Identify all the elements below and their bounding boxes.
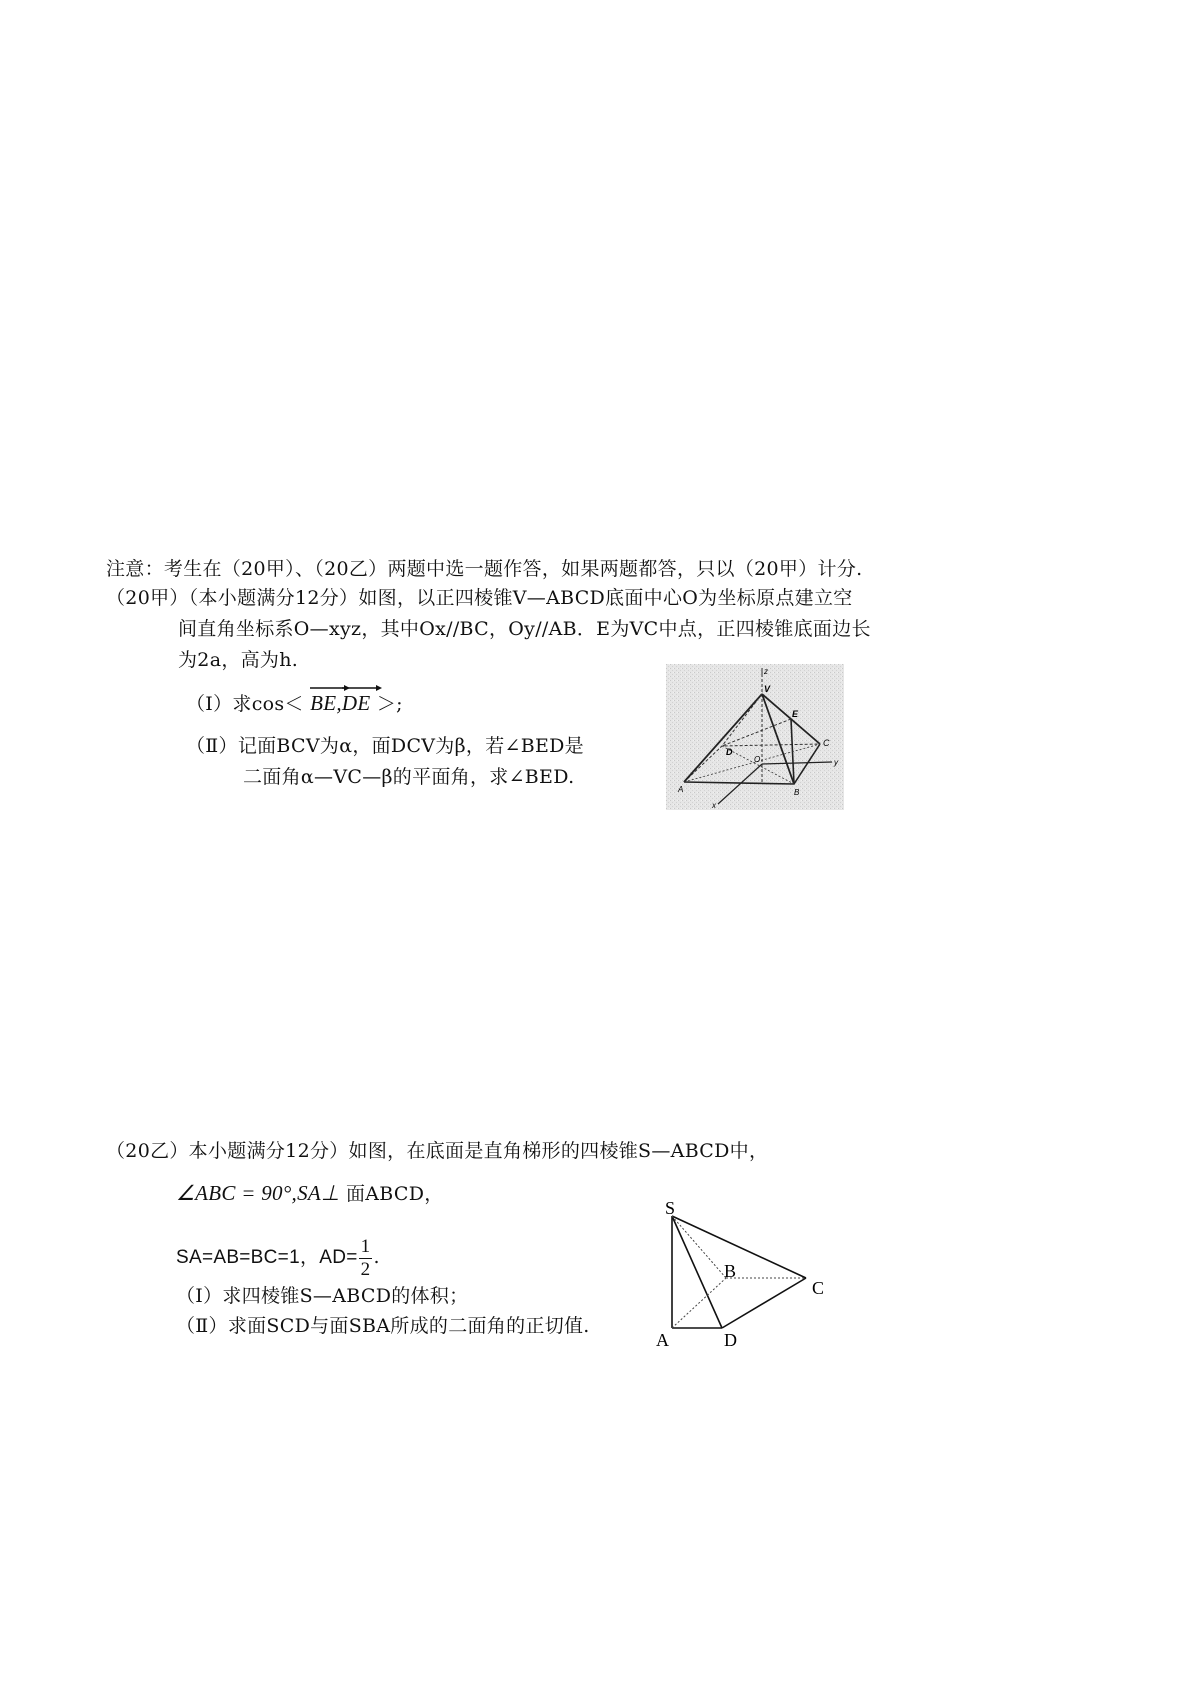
q20b-eq-suffix: . (373, 1246, 380, 1268)
q20a-part1 (186, 690, 403, 717)
vector-be-label: BE (310, 691, 337, 715)
fig2-label-d: D (724, 1330, 737, 1350)
q20b-eq-prefix: SA=AB=BC=1，AD= (176, 1247, 358, 1268)
fig1-label-d: D (726, 747, 733, 757)
q20a-line2: 间直角坐标系O—xyz，其中Ox//BC，Oy//AB．E为VC中点，正四棱锥底面边长 (178, 618, 871, 640)
fig1-label-v: V (764, 684, 771, 694)
vector-de-label: DE (341, 691, 371, 715)
fraction-numerator: 1 (360, 1235, 371, 1257)
vector-arrow-icon (342, 684, 382, 692)
q20b-part1: （Ⅰ）求四棱锥S—ABCD的体积； (176, 1285, 469, 1307)
q20a-part1-prefix: （Ⅰ）求cos＜ (186, 693, 304, 715)
q20b-heading: （20乙）本小题满分12分）如图，在底面是直角梯形的四棱锥S—ABCD中， (106, 1140, 769, 1162)
fig1-label-o: O (754, 755, 761, 764)
vector-be (310, 690, 336, 716)
fig1-label-y: y (834, 758, 838, 767)
q20b-equation (176, 1235, 380, 1281)
q20b-part2: （Ⅱ）求面SCD与面SBA所成的二面角的正切值. (176, 1315, 590, 1337)
fig2-label-s: S (665, 1200, 676, 1218)
q20b-condition (176, 1180, 444, 1207)
q20a-part2-line1: （Ⅱ）记面BCV为α，面DCV为β，若∠BED是 (186, 735, 584, 757)
fig1-label-a: A (678, 785, 684, 794)
vector-comma: , (336, 691, 342, 715)
fig1-label-c: C (823, 738, 830, 748)
fig2-label-b: B (724, 1261, 737, 1281)
q20b-sa-perp: SA⊥ (297, 1181, 340, 1205)
fig2-label-c: C (812, 1278, 825, 1298)
q20a-heading: （20甲）（本小题满分12分）如图，以正四棱锥V—ABCD底面中心O为坐标原点建立空 (106, 587, 853, 609)
q20a-line3: 为2a，高为h. (178, 649, 299, 671)
fraction-denominator: 2 (360, 1258, 371, 1280)
fig1-label-b: B (794, 788, 800, 797)
q20b-plane: 面ABCD， (345, 1183, 444, 1205)
pyramid-sabcd-figure (652, 1200, 842, 1350)
fig1-label-z: z (764, 667, 768, 676)
exam-note: 注意：考生在（20甲）、（20乙）两题中选一题作答，如果两题都答，只以（20甲）计分. (106, 558, 863, 580)
q20a-part2-line2: 二面角α—VC—β的平面角，求∠BED. (243, 766, 575, 788)
vector-de (342, 690, 371, 716)
pyramid-vabcd-figure (666, 664, 844, 810)
fig2-label-a: A (656, 1330, 669, 1350)
q20a-part1-suffix: ＞; (376, 693, 403, 715)
fig1-label-x: x (712, 801, 716, 810)
fig1-label-e: E (792, 709, 799, 719)
q20b-fraction (359, 1236, 373, 1281)
q20b-angle-abc: ∠ABC = 90°, (176, 1181, 298, 1205)
